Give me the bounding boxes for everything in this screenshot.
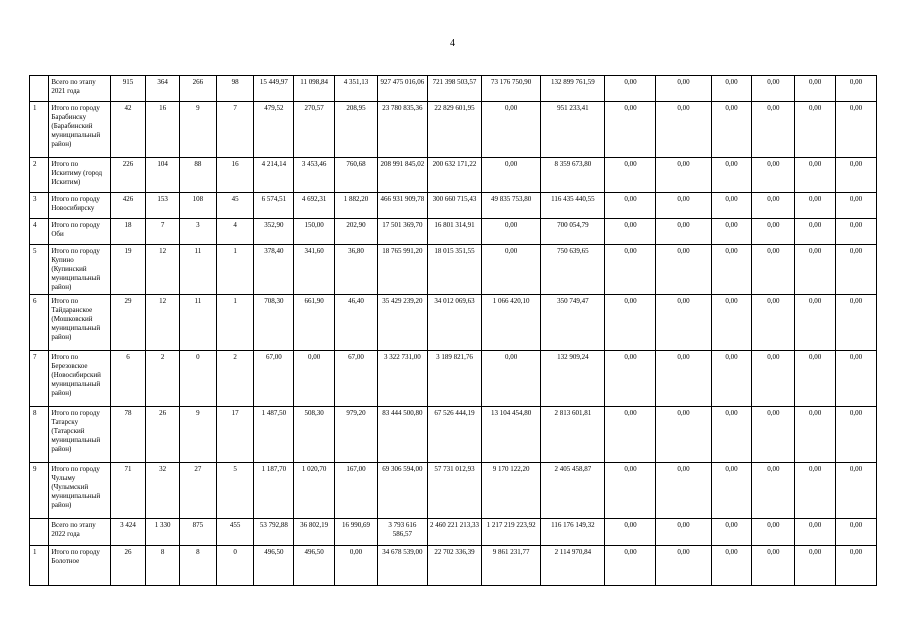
cell-value: 1 [216, 295, 254, 351]
cell-value: 3 453,46 [294, 158, 335, 193]
cell-value: 73 176 750,90 [482, 76, 541, 102]
cell-value: 1 066 420,10 [482, 295, 541, 351]
cell-value: 9 861 231,77 [482, 546, 541, 586]
row-number: 8 [30, 407, 49, 463]
cell-value: 1 [216, 245, 254, 295]
cell-value: 1 487,50 [254, 407, 294, 463]
cell-value: 0,00 [752, 219, 795, 245]
row-name: Итого по городу Болотное [49, 546, 110, 586]
row-number: 6 [30, 295, 49, 351]
cell-value: 4 692,31 [294, 193, 335, 219]
row-name: Итого по городу Купино (Купинский муниципальный район) [49, 245, 110, 295]
cell-value: 0,00 [656, 295, 711, 351]
cell-value: 708,30 [254, 295, 294, 351]
cell-value: 0,00 [752, 193, 795, 219]
cell-value: 0,00 [752, 76, 795, 102]
table-row [30, 76, 877, 102]
row-name: Итого по городу Оби [49, 219, 110, 245]
cell-value: 88 [179, 158, 216, 193]
cell-value: 2 460 221 213,33 [427, 519, 481, 546]
cell-value: 0,00 [656, 245, 711, 295]
row-number: 5 [30, 245, 49, 295]
cell-value: 0,00 [836, 407, 877, 463]
cell-value: 0,00 [605, 245, 656, 295]
cell-value: 378,40 [254, 245, 294, 295]
cell-value: 83 444 500,80 [377, 407, 427, 463]
row-name: Итого по городу Новосибирску [49, 193, 110, 219]
cell-value: 22 829 601,95 [427, 102, 481, 158]
cell-value: 78 [110, 407, 146, 463]
cell-value: 0,00 [795, 245, 836, 295]
cell-value: 7 [146, 219, 180, 245]
cell-value: 0,00 [836, 102, 877, 158]
cell-value: 202,90 [335, 219, 378, 245]
cell-value: 0,00 [656, 546, 711, 586]
cell-value: 132 899 761,59 [541, 76, 605, 102]
cell-value: 98 [216, 76, 254, 102]
cell-value: 760,68 [335, 158, 378, 193]
cell-value: 0,00 [482, 219, 541, 245]
cell-value: 11 098,84 [294, 76, 335, 102]
page-number: 4 [450, 38, 455, 49]
cell-value: 32 [146, 463, 180, 519]
cell-value: 341,60 [294, 245, 335, 295]
cell-value: 0,00 [752, 519, 795, 546]
cell-value: 0 [179, 351, 216, 407]
cell-value: 0,00 [752, 546, 795, 586]
cell-value: 6 574,51 [254, 193, 294, 219]
cell-value: 8 [179, 546, 216, 586]
cell-value: 12 [146, 295, 180, 351]
cell-value: 16 801 314,91 [427, 219, 481, 245]
cell-value: 266 [179, 76, 216, 102]
cell-value: 0,00 [795, 219, 836, 245]
table-row [30, 245, 877, 295]
cell-value: 18 765 991,20 [377, 245, 427, 295]
cell-value: 0,00 [656, 519, 711, 546]
cell-value: 116 435 440,55 [541, 193, 605, 219]
cell-value: 0,00 [711, 463, 752, 519]
cell-value: 8 359 673,80 [541, 158, 605, 193]
row-number: 9 [30, 463, 49, 519]
cell-value: 67,00 [335, 351, 378, 407]
cell-value: 0,00 [795, 158, 836, 193]
cell-value: 150,00 [294, 219, 335, 245]
cell-value: 0,00 [836, 76, 877, 102]
table-row [30, 219, 877, 245]
cell-value: 0,00 [795, 463, 836, 519]
cell-value: 951 233,41 [541, 102, 605, 158]
row-number: 1 [30, 546, 49, 586]
cell-value: 0,00 [482, 158, 541, 193]
cell-value: 0,00 [752, 295, 795, 351]
cell-value: 0,00 [836, 351, 877, 407]
cell-value: 26 [146, 407, 180, 463]
cell-value: 104 [146, 158, 180, 193]
cell-value: 67 526 444,19 [427, 407, 481, 463]
cell-value: 915 [110, 76, 146, 102]
cell-value: 2 813 601,81 [541, 407, 605, 463]
cell-value: 0,00 [752, 463, 795, 519]
cell-value: 0,00 [711, 245, 752, 295]
cell-value: 0,00 [605, 407, 656, 463]
cell-value: 69 306 594,00 [377, 463, 427, 519]
cell-value: 466 931 909,78 [377, 193, 427, 219]
cell-value: 46,40 [335, 295, 378, 351]
cell-value: 34 678 539,00 [377, 546, 427, 586]
table-row [30, 193, 877, 219]
cell-value: 0,00 [605, 76, 656, 102]
housing-program-table [29, 75, 877, 586]
cell-value: 0,00 [605, 351, 656, 407]
cell-value: 364 [146, 76, 180, 102]
cell-value: 0,00 [836, 219, 877, 245]
cell-value: 0,00 [711, 351, 752, 407]
cell-value: 0 [216, 546, 254, 586]
cell-value: 2 [216, 351, 254, 407]
cell-value: 0,00 [795, 546, 836, 586]
cell-value: 9 170 122,20 [482, 463, 541, 519]
cell-value: 53 792,88 [254, 519, 294, 546]
cell-value: 496,50 [254, 546, 294, 586]
cell-value: 8 [146, 546, 180, 586]
cell-value: 13 104 454,80 [482, 407, 541, 463]
cell-value: 36,80 [335, 245, 378, 295]
cell-value: 0,00 [482, 351, 541, 407]
cell-value: 0,00 [795, 76, 836, 102]
cell-value: 1 020,70 [294, 463, 335, 519]
cell-value: 0,00 [795, 295, 836, 351]
cell-value: 0,00 [605, 463, 656, 519]
cell-value: 0,00 [752, 158, 795, 193]
cell-value: 0,00 [294, 351, 335, 407]
cell-value: 0,00 [752, 351, 795, 407]
row-name: Итого по Березовское (Новосибирский муниципальный район) [49, 351, 110, 407]
cell-value: 15 449,97 [254, 76, 294, 102]
cell-value: 1 330 [146, 519, 180, 546]
cell-value: 3 793 616 586,57 [377, 519, 427, 546]
cell-value: 29 [110, 295, 146, 351]
row-name: Всего по этапу 2021 года [49, 76, 110, 102]
cell-value: 1 882,20 [335, 193, 378, 219]
cell-value: 16 [146, 102, 180, 158]
cell-value: 1 187,70 [254, 463, 294, 519]
cell-value: 0,00 [711, 407, 752, 463]
cell-value: 11 [179, 295, 216, 351]
cell-value: 19 [110, 245, 146, 295]
cell-value: 3 189 821,76 [427, 351, 481, 407]
cell-value: 4 351,13 [335, 76, 378, 102]
cell-value: 57 731 012,93 [427, 463, 481, 519]
cell-value: 11 [179, 245, 216, 295]
cell-value: 200 632 171,22 [427, 158, 481, 193]
cell-value: 226 [110, 158, 146, 193]
row-number: 4 [30, 219, 49, 245]
cell-value: 0,00 [752, 245, 795, 295]
cell-value: 0,00 [795, 102, 836, 158]
cell-value: 661,90 [294, 295, 335, 351]
table-row [30, 519, 877, 546]
table-row [30, 546, 877, 586]
cell-value: 0,00 [656, 193, 711, 219]
cell-value: 2 405 458,87 [541, 463, 605, 519]
cell-value: 42 [110, 102, 146, 158]
cell-value: 22 702 336,39 [427, 546, 481, 586]
cell-value: 2 114 970,84 [541, 546, 605, 586]
cell-value: 45 [216, 193, 254, 219]
cell-value: 0,00 [656, 351, 711, 407]
cell-value: 0,00 [711, 76, 752, 102]
cell-value: 3 424 [110, 519, 146, 546]
cell-value: 0,00 [711, 519, 752, 546]
table-row [30, 295, 877, 351]
cell-value: 300 660 715,43 [427, 193, 481, 219]
cell-value: 49 835 753,80 [482, 193, 541, 219]
cell-value: 1 217 219 223,92 [482, 519, 541, 546]
cell-value: 153 [146, 193, 180, 219]
row-name: Всего по этапу 2022 года [49, 519, 110, 546]
cell-value: 9 [179, 102, 216, 158]
cell-value: 7 [216, 102, 254, 158]
cell-value: 26 [110, 546, 146, 586]
cell-value: 0,00 [711, 158, 752, 193]
row-number [30, 76, 49, 102]
cell-value: 0,00 [656, 219, 711, 245]
cell-value: 0,00 [711, 193, 752, 219]
cell-value: 479,52 [254, 102, 294, 158]
cell-value: 0,00 [482, 102, 541, 158]
cell-value: 979,20 [335, 407, 378, 463]
table-row [30, 351, 877, 407]
row-number [30, 519, 49, 546]
row-number: 3 [30, 193, 49, 219]
cell-value: 0,00 [752, 102, 795, 158]
cell-value: 0,00 [752, 407, 795, 463]
cell-value: 0,00 [605, 193, 656, 219]
cell-value: 208 991 845,02 [377, 158, 427, 193]
cell-value: 426 [110, 193, 146, 219]
cell-value: 270,57 [294, 102, 335, 158]
cell-value: 0,00 [711, 546, 752, 586]
cell-value: 9 [179, 407, 216, 463]
cell-value: 12 [146, 245, 180, 295]
cell-value: 0,00 [795, 407, 836, 463]
row-number: 7 [30, 351, 49, 407]
cell-value: 0,00 [711, 219, 752, 245]
cell-value: 35 429 239,20 [377, 295, 427, 351]
cell-value: 0,00 [836, 463, 877, 519]
cell-value: 0,00 [605, 295, 656, 351]
table-row [30, 102, 877, 158]
cell-value: 0,00 [605, 519, 656, 546]
cell-value: 67,00 [254, 351, 294, 407]
cell-value: 36 802,19 [294, 519, 335, 546]
cell-value: 0,00 [795, 351, 836, 407]
cell-value: 2 [146, 351, 180, 407]
cell-value: 0,00 [482, 245, 541, 295]
cell-value: 34 012 069,63 [427, 295, 481, 351]
cell-value: 508,30 [294, 407, 335, 463]
cell-value: 0,00 [795, 193, 836, 219]
cell-value: 3 [179, 219, 216, 245]
cell-value: 17 501 369,70 [377, 219, 427, 245]
cell-value: 455 [216, 519, 254, 546]
cell-value: 750 639,65 [541, 245, 605, 295]
cell-value: 4 [216, 219, 254, 245]
cell-value: 5 [216, 463, 254, 519]
row-name: Итого по городу Чулыму (Чулымский муниципальный район) [49, 463, 110, 519]
cell-value: 0,00 [605, 158, 656, 193]
cell-value: 3 322 731,00 [377, 351, 427, 407]
cell-value: 0,00 [656, 102, 711, 158]
cell-value: 0,00 [836, 519, 877, 546]
cell-value: 0,00 [836, 295, 877, 351]
cell-value: 27 [179, 463, 216, 519]
cell-value: 132 909,24 [541, 351, 605, 407]
row-name: Итого по Тайдаранское (Мошковский муниципальный район) [49, 295, 110, 351]
cell-value: 0,00 [605, 219, 656, 245]
cell-value: 0,00 [836, 245, 877, 295]
cell-value: 6 [110, 351, 146, 407]
cell-value: 0,00 [605, 546, 656, 586]
cell-value: 352,90 [254, 219, 294, 245]
cell-value: 700 054,79 [541, 219, 605, 245]
cell-value: 721 398 503,57 [427, 76, 481, 102]
cell-value: 23 780 835,36 [377, 102, 427, 158]
table-row [30, 158, 877, 193]
cell-value: 116 176 149,32 [541, 519, 605, 546]
cell-value: 0,00 [656, 463, 711, 519]
cell-value: 4 214,14 [254, 158, 294, 193]
cell-value: 0,00 [656, 407, 711, 463]
cell-value: 0,00 [605, 102, 656, 158]
cell-value: 108 [179, 193, 216, 219]
table-row [30, 407, 877, 463]
cell-value: 350 749,47 [541, 295, 605, 351]
cell-value: 0,00 [656, 158, 711, 193]
row-name: Итого по Искитиму (город Искитим) [49, 158, 110, 193]
cell-value: 496,50 [294, 546, 335, 586]
cell-value: 18 [110, 219, 146, 245]
cell-value: 927 475 016,06 [377, 76, 427, 102]
cell-value: 208,95 [335, 102, 378, 158]
cell-value: 16 990,69 [335, 519, 378, 546]
row-number: 1 [30, 102, 49, 158]
cell-value: 0,00 [711, 295, 752, 351]
cell-value: 18 015 351,55 [427, 245, 481, 295]
cell-value: 0,00 [335, 546, 378, 586]
cell-value: 0,00 [836, 158, 877, 193]
cell-value: 0,00 [656, 76, 711, 102]
table-row [30, 463, 877, 519]
cell-value: 17 [216, 407, 254, 463]
cell-value: 0,00 [711, 102, 752, 158]
cell-value: 167,00 [335, 463, 378, 519]
cell-value: 0,00 [836, 193, 877, 219]
cell-value: 71 [110, 463, 146, 519]
row-name: Итого по городу Татарску (Татарский муниципальный район) [49, 407, 110, 463]
cell-value: 0,00 [836, 546, 877, 586]
cell-value: 16 [216, 158, 254, 193]
cell-value: 875 [179, 519, 216, 546]
cell-value: 0,00 [795, 519, 836, 546]
row-number: 2 [30, 158, 49, 193]
row-name: Итого по городу Барабинску (Барабинский муниципальный район) [49, 102, 110, 158]
